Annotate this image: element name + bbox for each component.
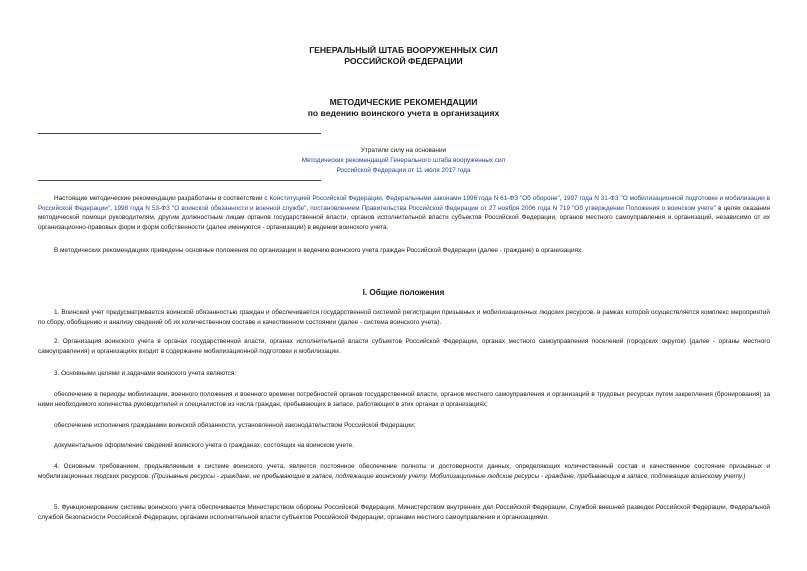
clause-3-item-1: обеспечение в периоды мобилизации, военного положения и военного времени потребностей органов государственной власти, органов местного самоуправления и организаций в трудовых ресурсах путем закрепления (бронирования) за ними необходимого количества руководителей и специалистов из числа граждан, пребывающих в запасе, работающих в этих органах и организациях; bbox=[38, 391, 770, 408]
repeal-note: Утратили силу на основании bbox=[360, 147, 447, 154]
link-constitution[interactable]: Конституцией Российской Федерации bbox=[269, 195, 382, 202]
document-subtitle: по ведению воинского учета в организациях bbox=[307, 108, 500, 118]
link-government-decree[interactable]: постановлением Правительства Российской Федерации от 27 ноября 2006 года N 719 "Об утверждении Положения о воинском учете" bbox=[310, 204, 716, 212]
document-title: МЕТОДИЧЕСКИЕ РЕКОМЕНДАЦИИ bbox=[329, 97, 478, 107]
divider-top bbox=[38, 133, 321, 134]
clause-4-note: (Призывные ресурсы - граждане, не пребывающие в запасе, подлежащие воинскому учету. Мобилизационные людские ресурсы - граждане, пребывающие в запасе, подлежащие воинскому учету.) bbox=[151, 472, 746, 480]
clause-4: 4. Основным требованием, предъявляемым к системе воинского учета, является постоянное обеспечение полноты и достоверности данных, определяющих количественный состав и качественное состояние призывных и мобилизационных людских ресурсов. (Призывные ресурсы - граждане, не пребывающие в запасе, подлежащие воинскому учету. Мобилизационные людские ресурсы - граждане, пребывающие в запасе, подлежащие воинскому учету.) bbox=[38, 463, 770, 480]
repeal-link-line2[interactable]: Российской Федерации от 11 июля 2017 года bbox=[336, 167, 471, 174]
clause-1: 1. Воинский учет предусматривается воинской обязанностью граждан и обеспечивается государственной системой регистрации призывных и мобилизационных людских ресурсов, в рамках которой осуществляется комплекс мероприятий по сбору, обобщению и анализу сведений об их количественном составе и качественном состоянии (далее - система воинского учета). bbox=[38, 309, 770, 326]
link-law-defense[interactable]: Федеральными законами 1996 года N 61-ФЗ "Об обороне" bbox=[385, 195, 560, 202]
divider-bottom bbox=[38, 180, 321, 181]
clause-3: 3. Основными целями и задачами воинского учета являются: bbox=[54, 370, 237, 377]
authority-name-line2: РОССИЙСКОЙ ФЕДЕРАЦИИ bbox=[344, 56, 463, 66]
repeal-link-line1[interactable]: Методических рекомендаций Генерального штаба вооруженных сил bbox=[301, 157, 506, 164]
link-law-military-duty[interactable]: 1998 года N 53-ФЗ "О воинской обязанности и военной службе" bbox=[113, 204, 307, 212]
clause-3-item-3: документальное оформление сведений воинского учета о гражданах, состоящих на воинском учете. bbox=[54, 442, 354, 449]
intro-paragraph-2: В методических рекомендациях приведены основные положения по организации и ведению воинского учета граждан Российской Федерации (далее - граждане) в организациях. bbox=[54, 247, 583, 254]
link-law-mobilization[interactable]: 1997 года N 31-ФЗ "О мобилизационной подготовке и мобилизации в Российской Федерации" bbox=[38, 195, 770, 212]
clause-2: 2. Организация воинского учета в органах государственной власти, органах исполнительной власти субъектов Российской Федерации, органах местного самоуправления поселений (городских округов) (далее - органы местного самоуправления) и организациях входит в содержание мобилизационной подготовки и мобилизации. bbox=[38, 338, 770, 355]
clause-5: 5. Функционирование системы воинского учета обеспечивается Министерством обороны Российской Федерации, Министерством внутренних дел Российской Федерации, Службой внешней разведки Российской Федерации, Федеральной службой безопасности Российской Федерации, органами исполнительной власти субъектов Российской Федерации, органами местного самоуправления и организациями. bbox=[38, 504, 770, 521]
authority-name: ГЕНЕРАЛЬНЫЙ ШТАБ ВООРУЖЕННЫХ СИЛ bbox=[309, 45, 498, 55]
section-heading: I. Общие положения bbox=[362, 288, 445, 297]
intro-paragraph-1: Настоящие методические рекомендации разработаны в соответствии с Конституцией Российской Федерации, Федеральными законами 1996 года N 61-ФЗ "Об обороне", 1997 года N 31-ФЗ "О мобилизационной подготовке и мобилизации в Российской Федерации", 1998 года N 53-ФЗ "О воинской обязанности и военной службе", постановлением Правительства Российской Федерации от 27 ноября 2006 года N 719 "Об утверждении Положения о воинском учете" в целях оказания методической помощи руководителям, другим должностным лицам органов государственной власти, органов исполнительной власти субъектов Российской Федерации, органов местного самоуправления и организаций, независимо от их организационно-правовых форм и форм собственности (далее именуются - организации) в ведении воинского учета. bbox=[38, 195, 770, 231]
clause-3-item-2: обеспечение исполнения гражданами воинской обязанности, установленной законодательством Российской Федерации; bbox=[54, 422, 416, 429]
